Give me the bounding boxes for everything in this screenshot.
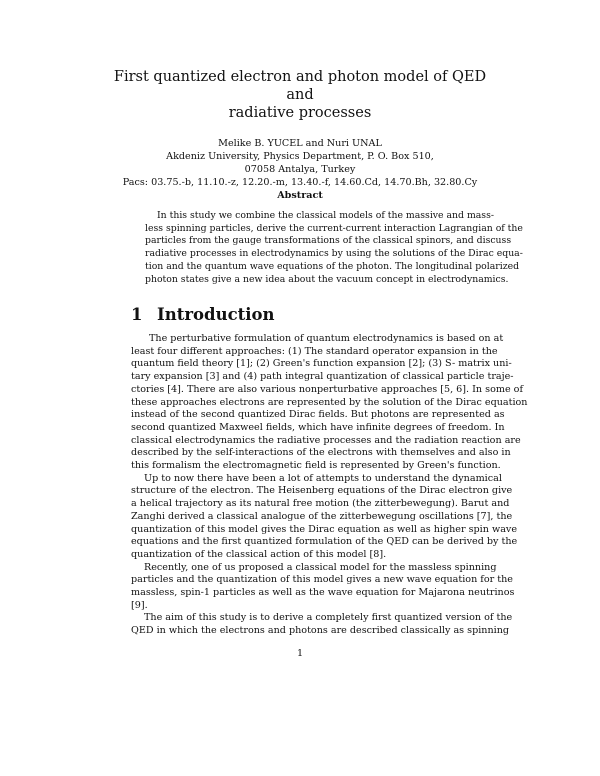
body-line: Up to now there have been a lot of attempts to understand the dynamical [144, 472, 502, 484]
body-line: massless, spin-1 particles as well as the wave equation for Majarona neutrinos [131, 587, 515, 599]
body-line: this formalism the electromagnetic field is represented by Green's function. [131, 460, 501, 472]
section-heading-introduction [131, 305, 275, 324]
body-line: Recently, one of us proposed a classical model for the massless spinning [144, 561, 497, 573]
section-title: Introduction [157, 305, 275, 324]
body-line: Zanghi derived a classical analogue of the zitterbewegung oscillations [7], the [131, 510, 513, 522]
body-line: quantization of the classical action of this model [8]. [131, 548, 387, 560]
author-names: Melike B. YUCEL and Nuri UNAL [218, 138, 382, 149]
body-line: described by the self-interactions of the electrons with themselves and also in [131, 447, 511, 459]
abstract-heading: Abstract [277, 190, 323, 201]
abstract-line: In this study we combine the classical models of the massive and mass- [157, 210, 494, 221]
body-line: equations and the first quantized formulation of the QED can be derived by the [131, 536, 518, 548]
body-line: least four different approaches: (1) The standard operator expansion in the [131, 345, 498, 357]
body-line: particles and the quantization of this model gives a new wave equation for the [131, 574, 513, 586]
body-line: QED in which the electrons and photons are described classically as spinning [131, 625, 510, 637]
body-line: a helical trajectory as its natural free motion (the zitterbewegung). Barut and [131, 498, 510, 510]
body-line: quantization of this model gives the Dirac equation as well as higher spin wave [131, 523, 518, 535]
body-line: quantum field theory [1]; (2) Green's function expansion [2]; (3) S- matrix uni- [131, 358, 512, 370]
abstract-line: photon states give a new idea about the vacuum concept in electrodynamics. [145, 273, 509, 285]
body-line: [9]. [131, 599, 148, 611]
title-line-2: radiative processes [228, 105, 372, 121]
body-line: The perturbative formulation of quantum electrodynamics is based on at [149, 333, 504, 344]
body-line: The aim of this study is to derive a completely first quantized version of the [144, 612, 513, 624]
abstract-line: tion and the quantum wave equations of the photon. The longitudinal polarized [145, 260, 520, 272]
abstract-line: radiative processes in electrodynamics by using the solutions of the Dirac equa- [145, 248, 523, 260]
author-block [80, 137, 520, 189]
body-line: tary expansion [3] and (4) path integral quantization of classical particle traje- [131, 371, 514, 383]
body-line: classical electrodynamics the radiative processes and the radiation reaction are [131, 434, 521, 446]
abstract-text [145, 210, 523, 286]
section-number: 1 [131, 305, 143, 324]
introduction-body [131, 333, 528, 638]
body-line: ctories [4]. There are also various nonperturbative approaches [5, 6]. In some of [131, 383, 523, 395]
body-line: these approaches electrons are represented by the solution of the Dirac equation [131, 396, 528, 408]
abstract-line: particles from the gauge transformations of the classical spinors, and discuss [145, 235, 512, 247]
body-line: instead of the second quantized Dirac fields. But photons are represented as [131, 409, 505, 421]
affiliation-line-2: 07058 Antalya, Turkey [244, 164, 356, 175]
body-line: second quantized Maxweel fields, which have infinite degrees of freedom. In [131, 421, 505, 433]
body-line: structure of the electron. The Heisenberg equations of the Dirac electron give [131, 485, 513, 497]
title-line-1: First quantized electron and photon model of QED and [113, 69, 487, 103]
page-number: 1 [296, 648, 304, 659]
affiliation-line-1: Akdeniz University, Physics Department, P. O. Box 510, [166, 151, 434, 162]
abstract-line: less spinning particles, derive the current-current interaction Lagrangian of the [145, 222, 523, 234]
paper-title [100, 68, 500, 122]
pacs-codes: Pacs: 03.75.-b, 11.10.-z, 12.20.-m, 13.40.-f, 14.60.Cd, 14.70.Bh, 32.80.Cy [122, 177, 478, 188]
